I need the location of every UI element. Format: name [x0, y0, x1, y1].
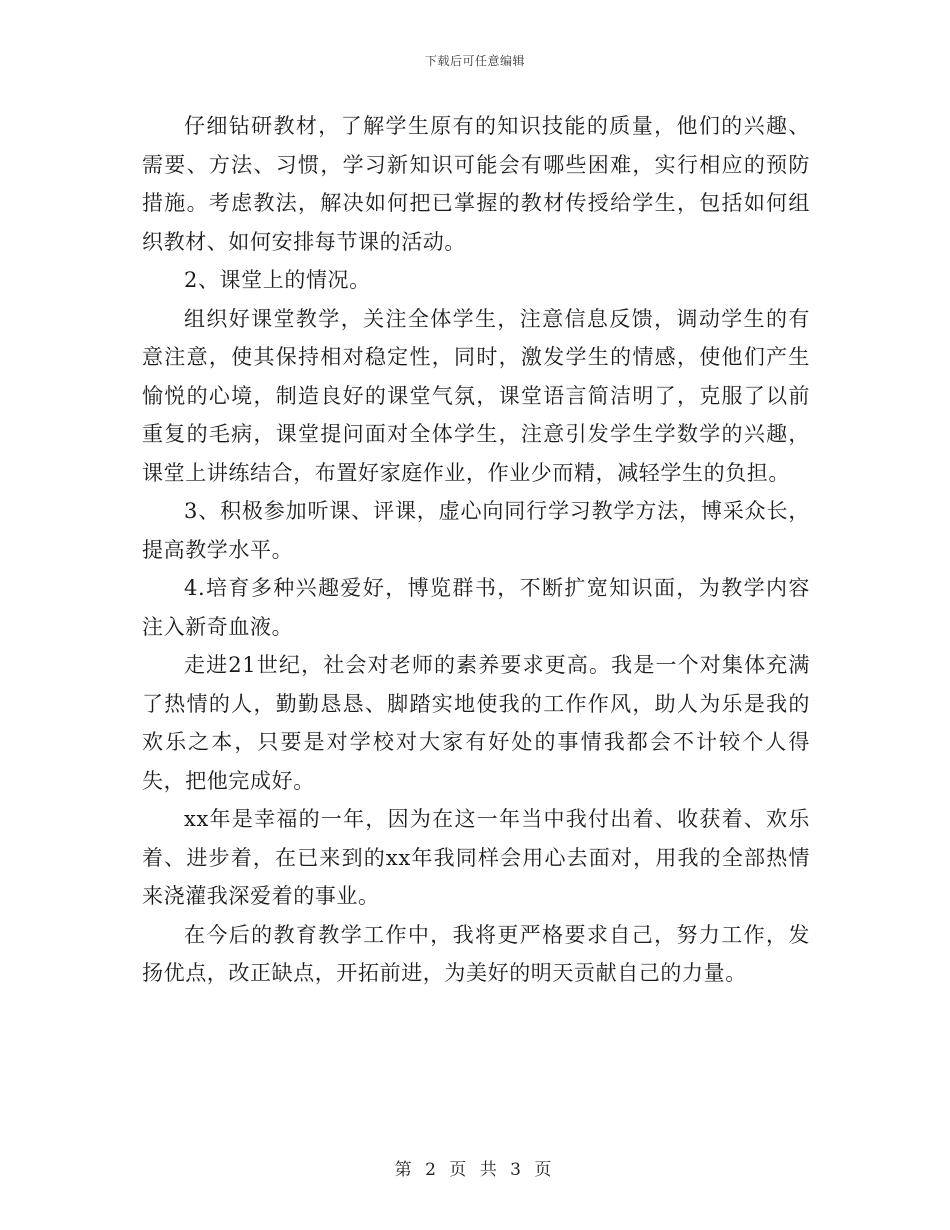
paragraph-21st-century: 走进21世纪，社会对老师的素养要求更高。我是一个对集体充满了热情的人，勤勤恳恳、脚踏实地使我的工作作风，助人为乐是我的欢乐之本，只要是对学校对大家有好处的事情我都会不计较个人得失，把他完成好。: [142, 653, 810, 793]
paragraph-prepare-materials: 仔细钻研教材，了解学生原有的知识技能的质量，他们的兴趣、需要、方法、习惯，学习新知识可能会有哪些困难，实行相应的预防措施。考虑教法，解决如何把已掌握的教材传授给学生，包括如何组织教材、如何安排每节课的活动。: [142, 114, 810, 254]
paragraph-future-work: 在今后的教育教学工作中，我将更严格要求自己，努力工作，发扬优点，改正缺点，开拓前进，为美好的明天贡献自己的力量。: [142, 922, 810, 985]
paragraph-classroom-teaching: 组织好课堂教学，关注全体学生，注意信息反馈，调动学生的有意注意，使其保持相对稳定性，同时，激发学生的情感，使他们产生愉悦的心境，制造良好的课堂气氛，课堂语言简洁明了，克服了以前重复的毛病，课堂提问面对全体学生，注意引发学生学数学的兴趣，课堂上讲练结合，布置好家庭作业，作业少而精，减轻学生的负担。: [142, 306, 810, 485]
paragraph-happy-year: xx年是幸福的一年，因为在这一年当中我付出着、收获着、欢乐着、进步着，在已来到的xx年我同样会用心去面对，用我的全部热情来浇灌我深爱着的事业。: [142, 807, 810, 908]
paragraph-lesson-observation: 3、积极参加听课、评课，虚心向同行学习教学方法，博采众长，提高教学水平。: [142, 499, 810, 562]
paragraph-hobbies: 4.培育多种兴趣爱好，博览群书，不断扩宽知识面，为教学内容注入新奇血液。: [142, 576, 810, 639]
page-header: 下载后可任意编辑: [424, 54, 525, 68]
document-body: [142, 107, 810, 993]
page-number: 第 2 页 共 3 页: [394, 1160, 556, 1180]
paragraph-classroom-heading: 2、课堂上的情况。: [184, 268, 371, 292]
